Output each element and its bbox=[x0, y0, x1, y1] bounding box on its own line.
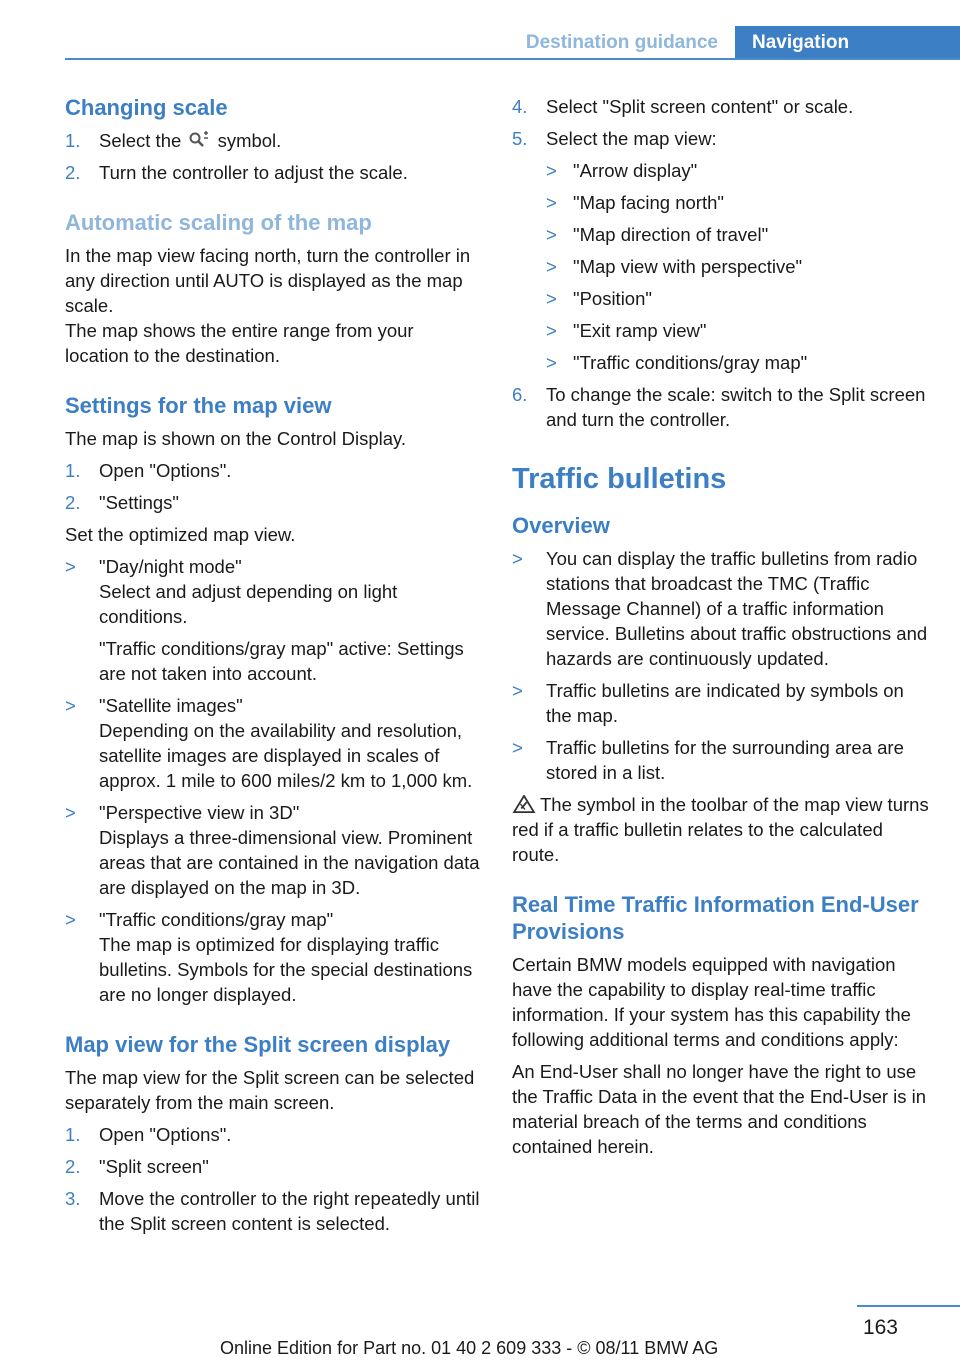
list-item bbox=[65, 1154, 480, 1179]
list-item bbox=[512, 286, 930, 311]
step-text: Open "Options". bbox=[99, 1124, 232, 1145]
step-text-post: symbol. bbox=[217, 130, 282, 151]
paragraph: Set the optimized map view. bbox=[65, 524, 296, 545]
list-item bbox=[512, 350, 930, 375]
map-view-option: "Map direction of travel" bbox=[573, 224, 769, 245]
list-item bbox=[65, 693, 480, 793]
list-item bbox=[512, 222, 930, 247]
paragraph: The map view for the Split screen can be selected separately from the main screen. bbox=[65, 1067, 475, 1113]
list-item bbox=[512, 735, 930, 785]
section-title: Destination guidance bbox=[525, 32, 718, 53]
list-item bbox=[65, 554, 480, 686]
paragraph: Certain BMW models equipped with navigation have the capability to display real-time traffic information. If your system has this capability the following additional terms and conditions apply: bbox=[512, 954, 911, 1050]
page-header bbox=[65, 26, 960, 60]
list-item bbox=[512, 94, 930, 119]
heading-automatic-scaling: Automatic scaling of the map bbox=[65, 210, 372, 235]
arrow-bullet-icon: > bbox=[512, 737, 523, 758]
step-text: To change the scale: switch to the Split screen and turn the controller. bbox=[546, 384, 926, 430]
list-item bbox=[512, 190, 930, 215]
arrow-bullet-icon: > bbox=[65, 909, 76, 930]
list-item bbox=[65, 160, 480, 185]
list-item bbox=[65, 1186, 480, 1236]
paragraph: An End-User shall no longer have the right to use the Traffic Data in the event that the End-User is in material breach of the terms and conditions contained herein. bbox=[512, 1061, 927, 1157]
arrow-bullet-icon: > bbox=[546, 320, 557, 341]
footer-rule bbox=[857, 1305, 960, 1307]
step-text: Open "Options". bbox=[99, 460, 232, 481]
heading-changing-scale: Changing scale bbox=[65, 95, 228, 120]
step-number: 4. bbox=[512, 96, 528, 117]
list-item bbox=[65, 800, 480, 900]
list-item bbox=[512, 254, 930, 279]
heading-traffic-bulletins: Traffic bulletins bbox=[512, 463, 727, 495]
bullet-text: Traffic bulletins are indicated by symbols on the map. bbox=[546, 680, 904, 726]
paragraph: The map is shown on the Control Display. bbox=[65, 428, 407, 449]
list-item bbox=[65, 128, 480, 153]
step-number: 5. bbox=[512, 128, 528, 149]
heading-rtti: Real Time Traffic Information End-User Provisions bbox=[512, 892, 919, 944]
right-column bbox=[512, 94, 930, 1159]
symbol-note-text: The symbol in the toolbar of the map view turns red if a traffic bulletin relates to the calculated route. bbox=[512, 794, 929, 865]
step-text: "Split screen" bbox=[99, 1156, 209, 1177]
step-text: Select "Split screen content" or scale. bbox=[546, 96, 854, 117]
step-number: 6. bbox=[512, 384, 528, 405]
step-number: 1. bbox=[65, 460, 81, 481]
list-item bbox=[512, 678, 930, 728]
item-description: Displays a three-dimensional view. Prominent areas that are contained in the navigation data are displayed on the map in 3D. bbox=[99, 827, 480, 898]
step-text: Move the controller to the right repeatedly until the Split screen content is selected. bbox=[99, 1188, 480, 1234]
step-number: 1. bbox=[65, 130, 81, 151]
list-item bbox=[512, 318, 930, 343]
paragraph: The map shows the entire range from your location to the destination. bbox=[65, 320, 414, 366]
step-text: "Settings" bbox=[99, 492, 179, 513]
list-item bbox=[65, 458, 480, 483]
page-number: 163 bbox=[862, 1316, 898, 1339]
list-item bbox=[512, 158, 930, 183]
step-number: 2. bbox=[65, 492, 81, 513]
item-description: Depending on the availability and resolution, satellite images are displayed in scales of approx. 1 mile to 600 miles/2 km to 1,000 km. bbox=[99, 720, 473, 791]
bullet-text: You can display the traffic bulletins from radio stations that broadcast the TMC (Traffic Message Channel) of a traffic information service. Bulletins about traffic obstructions and hazards are continuously updated. bbox=[546, 548, 928, 669]
bullet-text: Traffic bulletins for the surrounding area are stored in a list. bbox=[546, 737, 904, 783]
map-view-option: "Map view with perspective" bbox=[573, 256, 803, 277]
chapter-tab: Navigation bbox=[735, 26, 960, 60]
magnifier-scale-icon bbox=[188, 131, 210, 149]
heading-settings-map-view: Settings for the map view bbox=[65, 393, 332, 418]
heading-overview: Overview bbox=[512, 513, 610, 538]
arrow-bullet-icon: > bbox=[512, 680, 523, 701]
arrow-bullet-icon: > bbox=[546, 288, 557, 309]
step-number: 3. bbox=[65, 1188, 81, 1209]
item-title: "Perspective view in 3D" bbox=[99, 802, 300, 823]
list-item bbox=[65, 907, 480, 1007]
paragraph: In the map view facing north, turn the controller in any direction until AUTO is displayed as the map scale. bbox=[65, 245, 471, 316]
map-view-option: "Exit ramp view" bbox=[573, 320, 707, 341]
item-title: "Day/night mode" bbox=[99, 556, 242, 577]
item-title: "Satellite images" bbox=[99, 695, 243, 716]
step-text: Select the map view: bbox=[546, 128, 717, 149]
item-description: Select and adjust depending on light conditions. bbox=[99, 581, 398, 627]
left-column bbox=[65, 94, 480, 1236]
arrow-bullet-icon: > bbox=[546, 160, 557, 181]
step-text-pre: Select the bbox=[99, 130, 182, 151]
edition-note: Online Edition for Part no. 01 40 2 609 333 - © 08/11 BMW AG bbox=[220, 1338, 719, 1358]
arrow-bullet-icon: > bbox=[546, 224, 557, 245]
item-description: The map is optimized for displaying traffic bulletins. Symbols for the special destinations are no longer displayed. bbox=[99, 934, 473, 1005]
item-title: "Traffic conditions/gray map" bbox=[99, 909, 334, 930]
map-view-option: "Traffic conditions/gray map" bbox=[573, 352, 808, 373]
symbol-note bbox=[512, 792, 930, 867]
arrow-bullet-icon: > bbox=[512, 548, 523, 569]
step-number: 2. bbox=[65, 162, 81, 183]
arrow-bullet-icon: > bbox=[65, 556, 76, 577]
item-note: "Traffic conditions/gray map" active: Settings are not taken into account. bbox=[99, 638, 464, 684]
header-rule bbox=[65, 58, 960, 60]
map-view-option: "Map facing north" bbox=[573, 192, 724, 213]
list-item bbox=[512, 126, 930, 151]
list-item bbox=[512, 382, 930, 432]
arrow-bullet-icon: > bbox=[546, 256, 557, 277]
list-item bbox=[512, 546, 930, 671]
arrow-bullet-icon: > bbox=[546, 352, 557, 373]
step-text: Turn the controller to adjust the scale. bbox=[99, 162, 408, 183]
step-number: 2. bbox=[65, 1156, 81, 1177]
map-view-option: "Position" bbox=[573, 288, 652, 309]
step-number: 1. bbox=[65, 1124, 81, 1145]
list-item bbox=[65, 1122, 480, 1147]
heading-split-screen: Map view for the Split screen display bbox=[65, 1032, 451, 1057]
arrow-bullet-icon: > bbox=[65, 802, 76, 823]
warning-triangle-icon bbox=[512, 795, 536, 813]
arrow-bullet-icon: > bbox=[546, 192, 557, 213]
list-item bbox=[65, 490, 480, 515]
map-view-option: "Arrow display" bbox=[573, 160, 698, 181]
arrow-bullet-icon: > bbox=[65, 695, 76, 716]
